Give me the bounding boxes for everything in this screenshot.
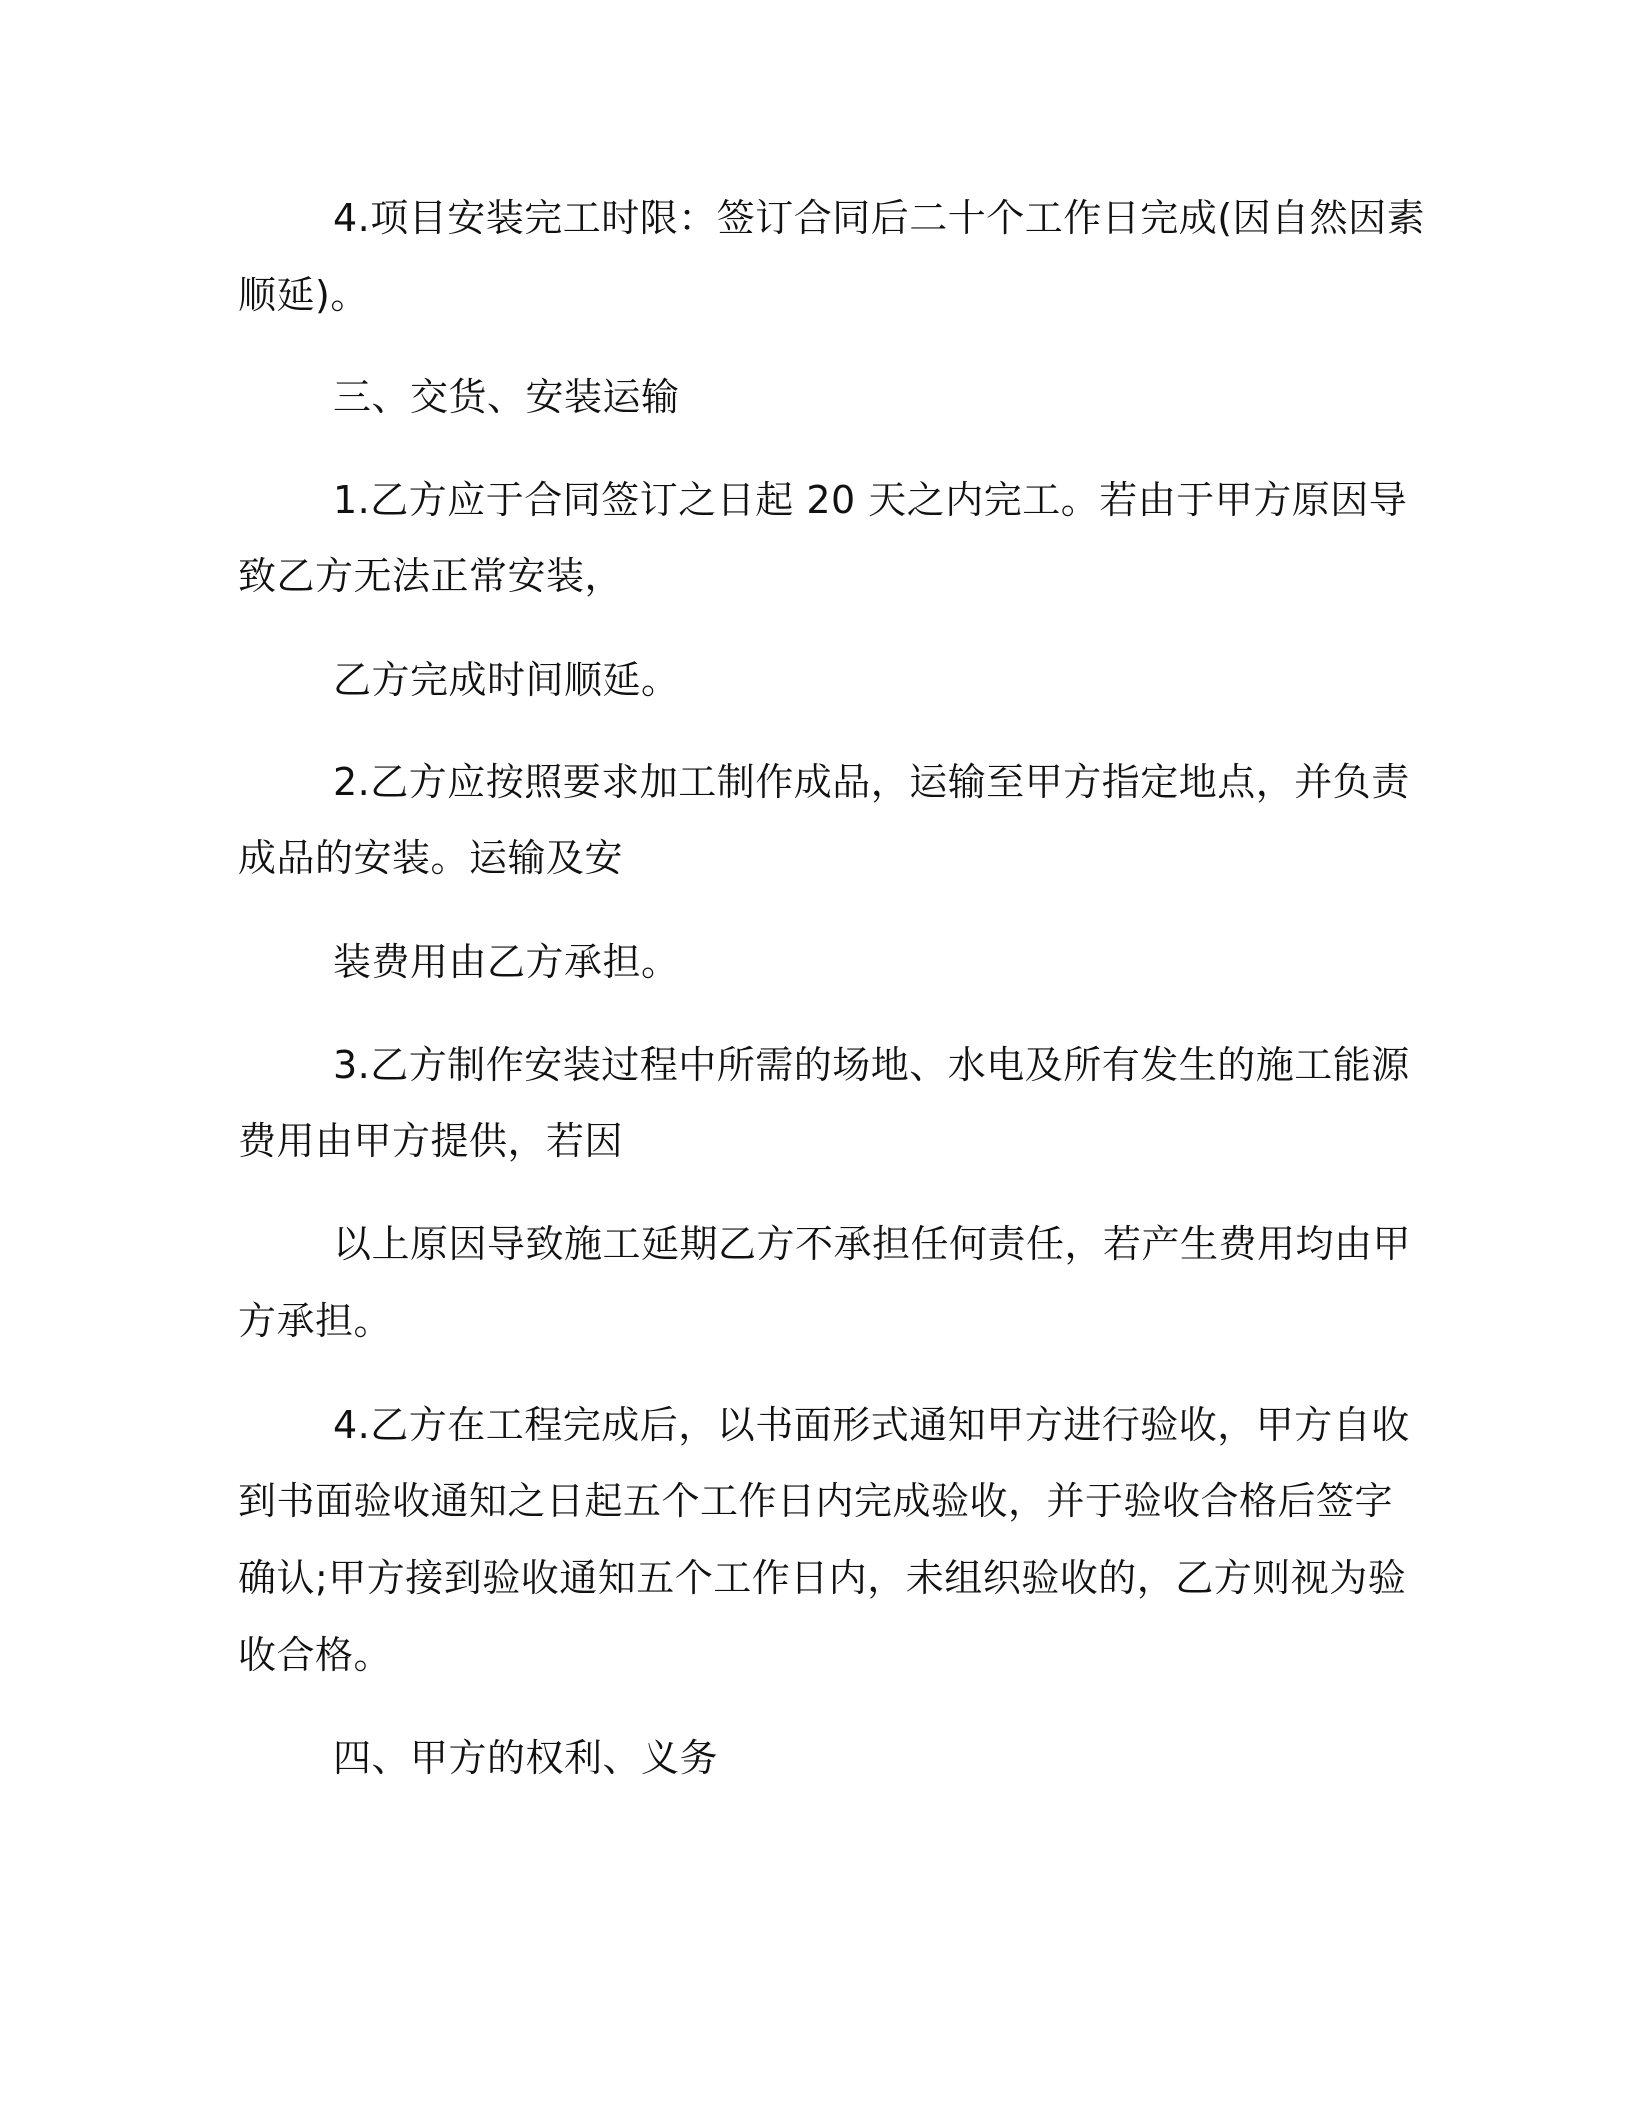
clause-2-4-line-1: 4.项目安装完工时限：签订合同后二十个工作日完成(因自然因素 — [333, 196, 1426, 240]
clause-3-3-line-2: 费用由甲方提供，若因 — [238, 1119, 624, 1163]
clause-3-2-line-2: 成品的安装。运输及安 — [238, 836, 624, 880]
clause-3-3-line-4: 方承担。 — [238, 1299, 393, 1343]
clause-3-4-line-2: 到书面验收通知之日起五个工作日内完成验收，并于验收合格后签字 — [238, 1479, 1394, 1523]
clause-3-3-line-3: 以上原因导致施工延期乙方不承担任何责任，若产生费用均由甲 — [333, 1222, 1412, 1266]
clause-3-4-line-3: 确认;甲方接到验收通知五个工作日内，未组织验收的，乙方则视为验 — [238, 1556, 1407, 1600]
clause-3-4-line-1: 4.乙方在工程完成后，以书面形式通知甲方进行验收，甲方自收 — [333, 1403, 1410, 1447]
clause-3-1-line-2: 致乙方无法正常安装， — [238, 554, 624, 598]
clause-3-2-line-3: 装费用由乙方承担。 — [333, 940, 680, 984]
clause-3-3-line-1: 3.乙方制作安装过程中所需的场地、水电及所有发生的施工能源 — [333, 1043, 1410, 1087]
section-3-heading: 三、交货、安装运输 — [333, 375, 680, 419]
section-4-heading: 四、甲方的权利、义务 — [333, 1736, 719, 1780]
clause-3-1-line-1: 1.乙方应于合同签订之日起 20 天之内完工。若由于甲方原因导 — [333, 478, 1408, 522]
clause-3-1-line-3: 乙方完成时间顺延。 — [333, 658, 680, 702]
clause-3-2-line-1: 2.乙方应按照要求加工制作成品，运输至甲方指定地点，并负责 — [333, 760, 1410, 804]
clause-2-4-line-2: 顺延)。 — [238, 273, 369, 317]
clause-3-4-line-4: 收合格。 — [238, 1633, 393, 1677]
